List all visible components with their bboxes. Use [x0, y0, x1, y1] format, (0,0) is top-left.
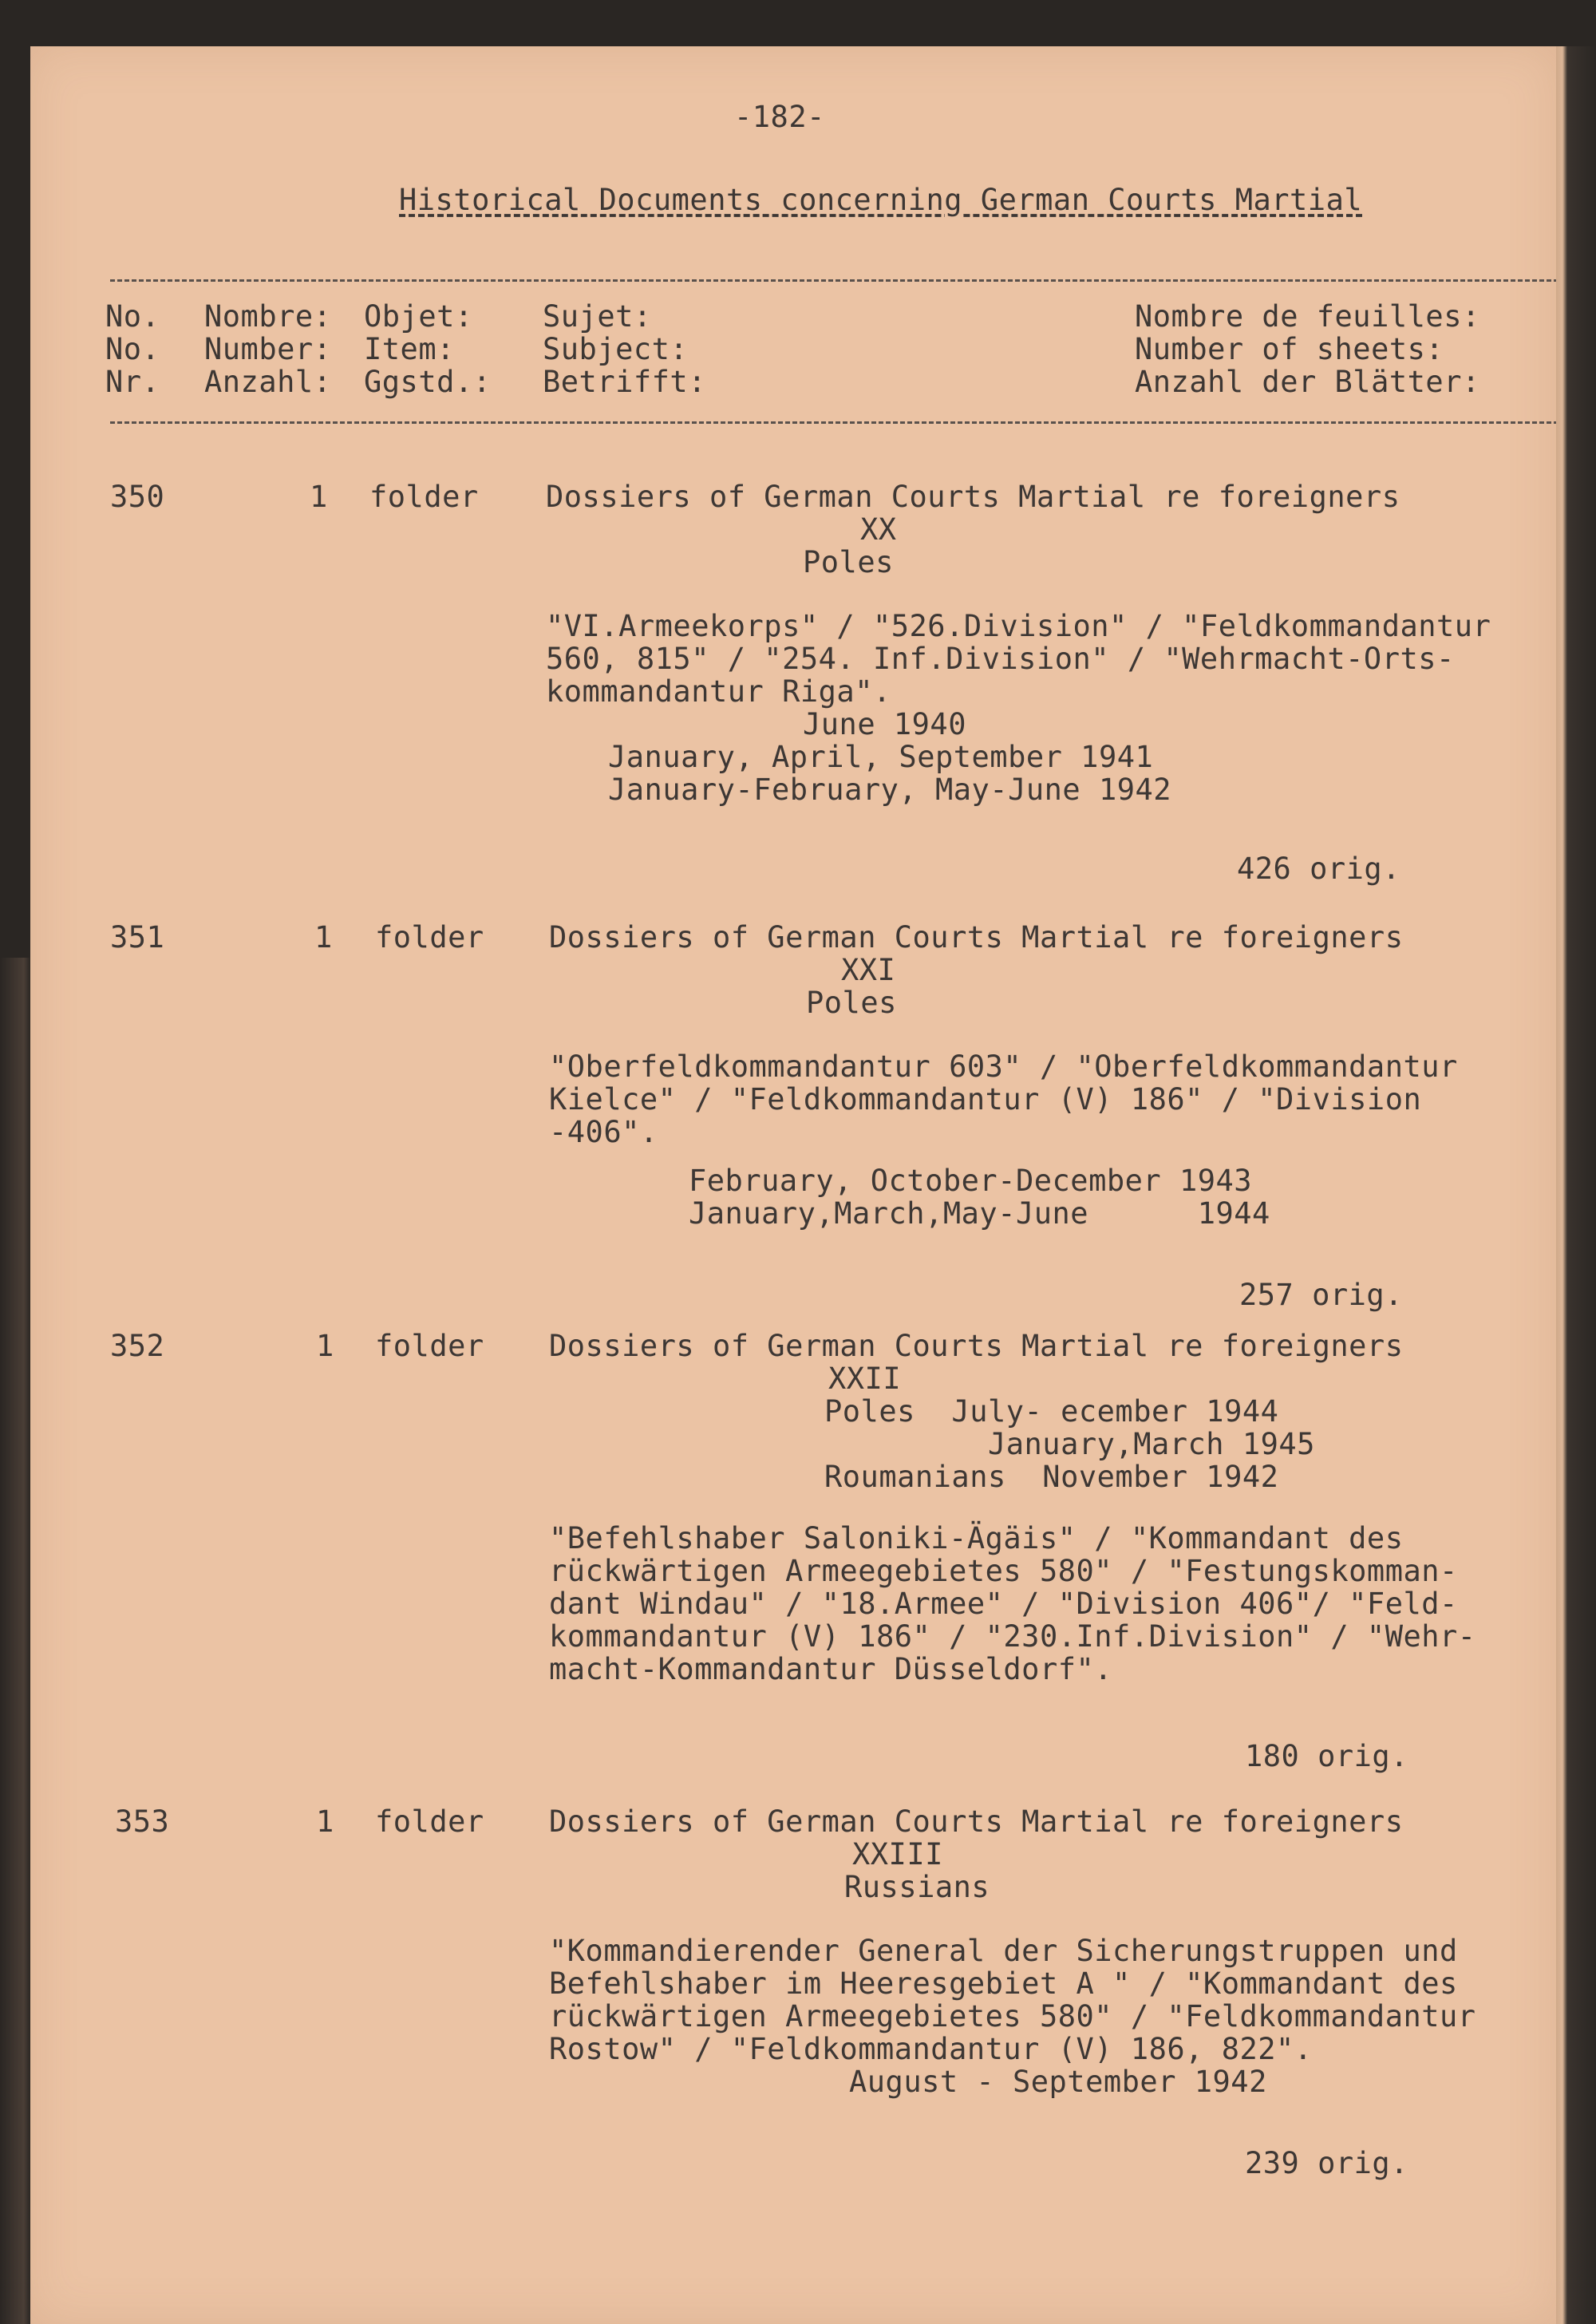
entry-group-line: Poles July- ecember 1944 — [824, 1394, 1279, 1429]
col-item-fr: Objet: — [364, 299, 473, 334]
entry-sheets: 257 orig. — [1239, 1278, 1403, 1312]
entry-group: Poles — [806, 986, 897, 1020]
entry-units-line: "Befehlshaber Saloniki-Ägäis" / "Kommandant des — [549, 1521, 1404, 1555]
entry-date-line: January-February, May-June 1942 — [608, 773, 1172, 807]
col-subject-en: Subject: — [543, 332, 689, 366]
entry-group: Russians — [844, 1870, 990, 1904]
entry-no: 351 — [110, 920, 165, 955]
book-edge — [0, 958, 30, 2324]
page-title: Historical Documents concerning German Courts Martial — [399, 183, 1363, 217]
entry-roman: XXIII — [852, 1837, 943, 1871]
entry-item: folder — [375, 1329, 484, 1363]
col-no-de: Nr. — [105, 365, 160, 399]
entry-roman: XX — [860, 512, 897, 547]
entry-count: 1 — [314, 920, 333, 955]
col-count-fr: Nombre: — [204, 299, 332, 334]
entry-sheets: 239 orig. — [1245, 2146, 1408, 2180]
entry-item: folder — [375, 920, 484, 955]
entry-sheets: 180 orig. — [1245, 1739, 1408, 1773]
header-top-rule — [110, 279, 1556, 282]
col-no-fr: No. — [105, 299, 160, 334]
entry-title: Dossiers of German Courts Martial re foreigners — [549, 920, 1404, 955]
col-sheets-de: Anzahl der Blätter: — [1135, 365, 1480, 399]
entry-count: 1 — [316, 1804, 334, 1839]
entry-units-line: kommandantur (V) 186" / "230.Inf.Division" / "Wehr- — [549, 1619, 1476, 1654]
entry-date-line: January, April, September 1941 — [608, 740, 1154, 774]
document-page — [30, 46, 1556, 2324]
entry-date-line: August - September 1942 — [849, 2065, 1267, 2099]
page-number: -182- — [734, 100, 825, 134]
book-spine — [1556, 46, 1596, 2324]
col-count-de: Anzahl: — [204, 365, 332, 399]
col-item-de: Ggstd.: — [364, 365, 492, 399]
entry-units-line: "Kommandierender General der Sicherungstruppen und — [549, 1934, 1458, 1968]
entry-date-line: June 1940 — [803, 707, 966, 741]
entry-units-line: rückwärtigen Armeegebietes 580" / "Festungskomman- — [549, 1554, 1458, 1588]
entry-date-line: January,March,May-June 1944 — [689, 1196, 1270, 1231]
entry-units-line: Rostow" / "Feldkommandantur (V) 186, 822". — [549, 2032, 1313, 2066]
entry-item: folder — [369, 480, 479, 514]
entry-units-line: kommandantur Riga". — [546, 674, 891, 709]
col-item-en: Item: — [364, 332, 455, 366]
entry-no: 350 — [110, 480, 165, 514]
entry-units-line: Befehlshaber im Heeresgebiet A " / "Kommandant des — [549, 1966, 1458, 2001]
entry-units-line: "Oberfeldkommandantur 603" / "Oberfeldkommandantur — [549, 1049, 1458, 1084]
entry-item: folder — [375, 1804, 484, 1839]
entry-group: Poles — [803, 545, 894, 579]
header-bottom-rule — [110, 421, 1556, 424]
entry-title: Dossiers of German Courts Martial re foreigners — [549, 1804, 1404, 1839]
entry-units-line: -406". — [549, 1115, 658, 1149]
entry-date-line: February, October-December 1943 — [689, 1164, 1253, 1198]
entry-group-line: Roumanians November 1942 — [824, 1460, 1279, 1494]
col-subject-fr: Sujet: — [543, 299, 652, 334]
entry-no: 353 — [115, 1804, 170, 1839]
entry-sheets: 426 orig. — [1237, 852, 1400, 886]
entry-roman: XXI — [841, 953, 896, 987]
col-sheets-en: Number of sheets: — [1135, 332, 1444, 366]
entry-title: Dossiers of German Courts Martial re foreigners — [549, 1329, 1404, 1363]
entry-no: 352 — [110, 1329, 165, 1363]
entry-title: Dossiers of German Courts Martial re foreigners — [546, 480, 1400, 514]
col-no-en: No. — [105, 332, 160, 366]
entry-units-line: rückwärtigen Armeegebietes 580" / "Feldkommandantur — [549, 1999, 1476, 2034]
col-count-en: Number: — [204, 332, 332, 366]
entry-units-line: "VI.Armeekorps" / "526.Division" / "Feldkommandantur — [546, 609, 1491, 643]
entry-units-line: 560, 815" / "254. Inf.Division" / "Wehrmacht-Orts- — [546, 642, 1455, 676]
entry-roman: XXII — [828, 1362, 902, 1396]
col-subject-de: Betrifft: — [543, 365, 706, 399]
entry-units-line: macht-Kommandantur Düsseldorf". — [549, 1652, 1113, 1686]
entry-count: 1 — [310, 480, 328, 514]
entry-units-line: Kielce" / "Feldkommandantur (V) 186" / "Division — [549, 1082, 1422, 1117]
entry-count: 1 — [316, 1329, 334, 1363]
col-sheets-fr: Nombre de feuilles: — [1135, 299, 1480, 334]
entry-units-line: dant Windau" / "18.Armee" / "Division 406"/ "Feld- — [549, 1587, 1458, 1621]
entry-group-line: January,March 1945 — [824, 1427, 1315, 1461]
